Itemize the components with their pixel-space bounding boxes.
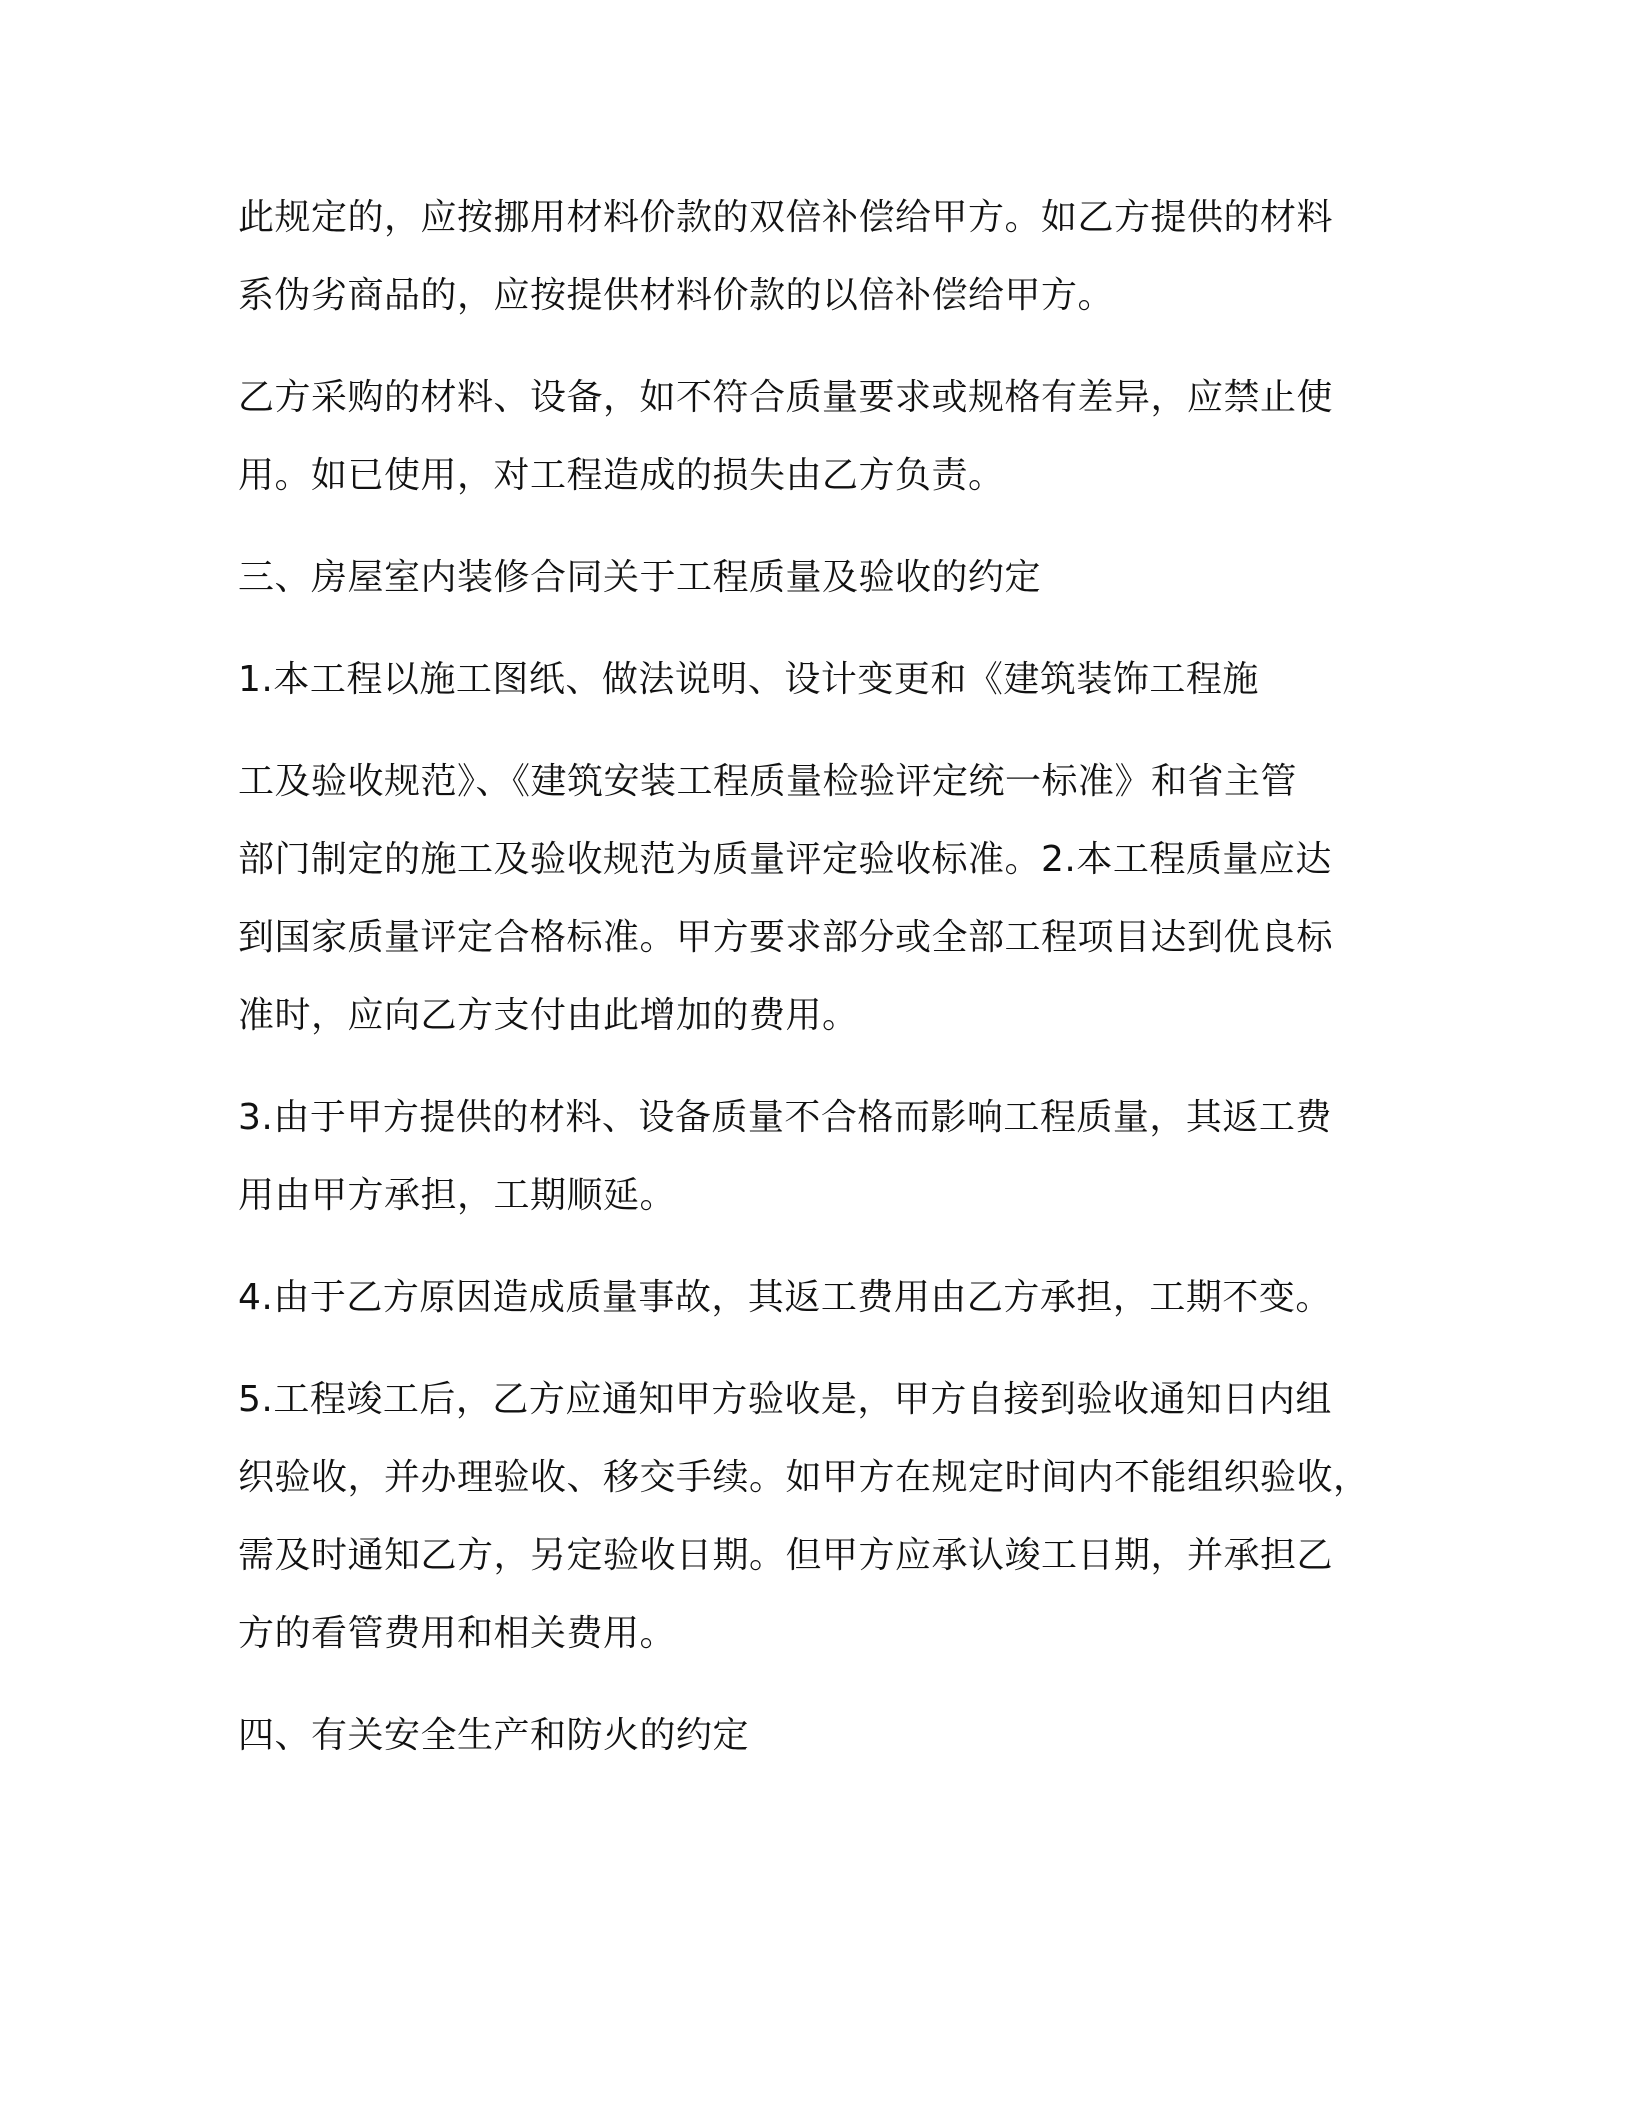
text-line: 织验收，并办理验收、移交手续。如甲方在规定时间内不能组织验收， — [238, 1457, 1370, 1498]
text-line: 需及时通知乙方，另定验收日期。但甲方应承认竣工日期，并承担乙 — [238, 1535, 1334, 1576]
text-line: 用由甲方承担，工期顺延。 — [238, 1175, 677, 1216]
text-line: 部门制定的施工及验收规范为质量评定验收标准。2.本工程质量应达 — [238, 839, 1332, 880]
text-line: 方的看管费用和相关费用。 — [238, 1613, 677, 1654]
text-line: 系伪劣商品的，应按提供材料价款的以倍补偿给甲方。 — [238, 275, 1115, 316]
section-heading: 三、房屋室内装修合同关于工程质量及验收的约定 — [238, 557, 1042, 598]
text-line: 3.由于甲方提供的材料、设备质量不合格而影响工程质量，其返工费 — [238, 1097, 1332, 1138]
text-line: 乙方采购的材料、设备，如不符合质量要求或规格有差异，应禁止使 — [238, 377, 1334, 418]
text-line: 4.由于乙方原因造成质量事故，其返工费用由乙方承担，工期不变。 — [238, 1277, 1332, 1318]
section-heading: 四、有关安全生产和防火的约定 — [238, 1715, 750, 1756]
text-line: 准时，应向乙方支付由此增加的费用。 — [238, 995, 859, 1036]
text-line: 到国家质量评定合格标准。甲方要求部分或全部工程项目达到优良标 — [238, 917, 1334, 958]
text-line: 用。如已使用，对工程造成的损失由乙方负责。 — [238, 455, 1005, 496]
text-line: 工及验收规范》、《建筑安装工程质量检验评定统一标准》和省主管 — [238, 761, 1298, 802]
text-line: 1.本工程以施工图纸、做法说明、设计变更和《建筑装饰工程施 — [238, 659, 1259, 700]
text-line: 5.工程竣工后，乙方应通知甲方验收是，甲方自接到验收通知日内组 — [238, 1379, 1332, 1420]
text-line: 此规定的，应按挪用材料价款的双倍补偿给甲方。如乙方提供的材料 — [238, 197, 1334, 238]
